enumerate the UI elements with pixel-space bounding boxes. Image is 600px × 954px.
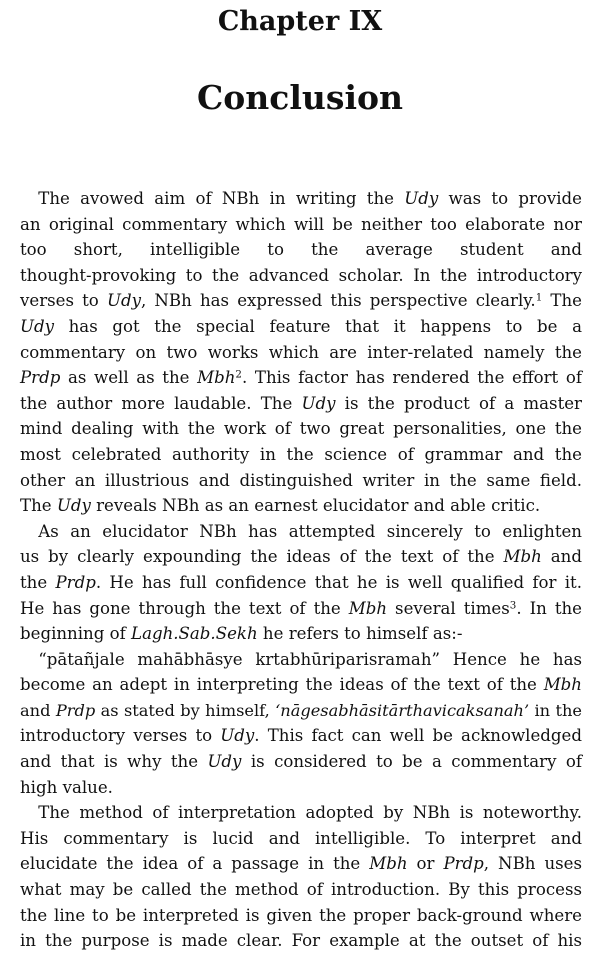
- text-line: [20, 928, 582, 954]
- chapter-heading: Chapter IX: [217, 6, 383, 37]
- footnote-marker: 1: [535, 291, 543, 304]
- text-run: is the product of a master: [335, 393, 582, 413]
- italic-term: Mbh: [369, 854, 408, 874]
- text-run: or: [407, 854, 444, 874]
- text-run: is considered to be a commentary of: [241, 752, 582, 772]
- text-run: and: [20, 700, 56, 720]
- text-run: His commentary is lucid and intelligible. To interpret and: [20, 828, 582, 848]
- italic-term: Mbh: [348, 598, 388, 618]
- text-run: verses to: [20, 291, 107, 311]
- text-run: commentary on two works which are inter-related namely the: [20, 342, 582, 362]
- italic-term: Udy: [301, 393, 336, 413]
- text-run: The: [20, 496, 57, 516]
- text-run: , NBh uses: [483, 854, 582, 874]
- text-run: become an adept in interpreting the ideas of the text of the: [20, 675, 544, 695]
- text-run: elucidate the idea of a passage in the: [20, 854, 370, 874]
- paragraph: [20, 519, 582, 801]
- text-line: [20, 647, 582, 673]
- text-line: [20, 263, 582, 289]
- text-line: [20, 800, 582, 826]
- italic-term: Udy: [207, 752, 242, 772]
- text-line: [20, 877, 582, 903]
- footnote-marker: 2: [235, 368, 242, 381]
- text-line: [20, 698, 582, 724]
- text-line: [20, 749, 582, 775]
- text-line: [20, 468, 582, 494]
- text-run: reveals NBh as an earnest elucidator and able critic.: [90, 496, 541, 516]
- text-run: he refers to himself as:-: [257, 624, 463, 644]
- text-run: the author more laudable. The: [20, 393, 302, 413]
- text-run: . This factor has rendered the effort of: [241, 368, 582, 388]
- text-line: [20, 186, 582, 212]
- text-run: in the: [529, 700, 583, 720]
- text-run: high value.: [20, 777, 113, 797]
- chapter-title: Conclusion: [196, 78, 403, 117]
- text-line: [20, 391, 582, 417]
- italic-term: Prdp: [443, 854, 484, 874]
- text-run: The avowed aim of NBh in writing the: [38, 189, 405, 208]
- paragraph: [20, 800, 582, 954]
- text-run: He has gone through the text of the: [20, 598, 349, 618]
- italic-term: Lagh.Sab.Sekh: [131, 624, 258, 644]
- text-line: [20, 237, 582, 263]
- text-line: [20, 365, 582, 391]
- text-line: [20, 288, 582, 314]
- italic-term: Udy: [20, 316, 54, 336]
- text-run: and that is why the: [20, 752, 208, 772]
- text-run: and: [541, 547, 582, 567]
- text-line: [20, 723, 582, 749]
- text-run: an original commentary which will be neither too elaborate nor: [20, 214, 582, 234]
- text-line: [20, 570, 582, 596]
- text-run: what may be called the method of introduction. By this process: [20, 880, 582, 900]
- text-run: other an illustrious and distinguished writer in the same field.: [20, 470, 582, 490]
- text-run: most celebrated authority in the science of grammar and the: [20, 444, 582, 464]
- italic-term: Mbh: [197, 368, 236, 388]
- italic-term: ‘nāgesabhāsitārthavicaksanah’: [275, 700, 530, 720]
- text-line: [20, 672, 582, 698]
- italic-term: Udy: [106, 291, 141, 311]
- text-run: introductory verses to: [20, 726, 221, 746]
- text-run: The method of interpretation adopted by NBh is noteworthy.: [38, 803, 582, 823]
- body-text: [20, 186, 582, 954]
- text-line: [20, 544, 582, 570]
- text-run: as stated by himself,: [95, 700, 276, 720]
- text-run: the: [20, 572, 56, 592]
- text-run: As an elucidator NBh has attempted sincerely to enlighten: [38, 521, 582, 541]
- text-line: [20, 493, 582, 519]
- text-line: [20, 596, 582, 622]
- text-run: beginning of: [20, 624, 132, 644]
- text-run: . He has full confidence that he is well qualified for it.: [95, 572, 583, 592]
- text-run: The: [542, 291, 583, 311]
- text-run: mind dealing with the work of two great personalities, one the: [20, 419, 582, 439]
- italic-term: Prdp: [55, 700, 96, 720]
- text-run: us by clearly expounding the ideas of the text of the: [20, 547, 504, 567]
- text-run: “pātañjale mahābhāsye krtabhūriparisramah” Hence he has: [38, 649, 582, 669]
- text-line: [20, 314, 582, 340]
- italic-term: Mbh: [543, 675, 582, 695]
- text-run: several times: [387, 598, 510, 618]
- italic-term: Prdp: [55, 572, 96, 592]
- italic-term: Udy: [404, 189, 439, 208]
- text-run: has got the special feature that it happens to be a: [53, 316, 582, 336]
- text-line: [20, 903, 582, 929]
- text-line: [20, 826, 582, 852]
- text-run: . In the: [516, 598, 582, 618]
- text-line: [20, 212, 582, 238]
- text-run: , NBh has expressed this perspective clearly.: [140, 291, 536, 311]
- text-line: [20, 851, 582, 877]
- text-line: [20, 442, 582, 468]
- italic-term: Udy: [220, 726, 255, 746]
- footnote-marker: 3: [509, 598, 517, 611]
- italic-term: Udy: [56, 496, 91, 516]
- text-run: as well as the: [60, 368, 198, 388]
- paragraph: [20, 186, 582, 519]
- text-line: [20, 519, 582, 545]
- italic-term: Prdp: [20, 368, 61, 388]
- text-line: [20, 416, 582, 442]
- text-run: thought-provoking to the advanced scholar. In the introductory: [20, 265, 582, 285]
- italic-term: Mbh: [503, 547, 542, 567]
- text-line: [20, 621, 582, 647]
- text-run: the line to be interpreted is given the proper back-ground where: [20, 905, 582, 925]
- text-line: [20, 775, 582, 801]
- text-run: . This fact can well be acknowledged: [254, 726, 582, 746]
- text-line: [20, 340, 582, 366]
- text-run: too short, intelligible to the average student and: [20, 240, 582, 260]
- text-run: in the purpose is made clear. For example at the outset of his: [20, 931, 582, 951]
- text-run: was to provide: [438, 189, 583, 208]
